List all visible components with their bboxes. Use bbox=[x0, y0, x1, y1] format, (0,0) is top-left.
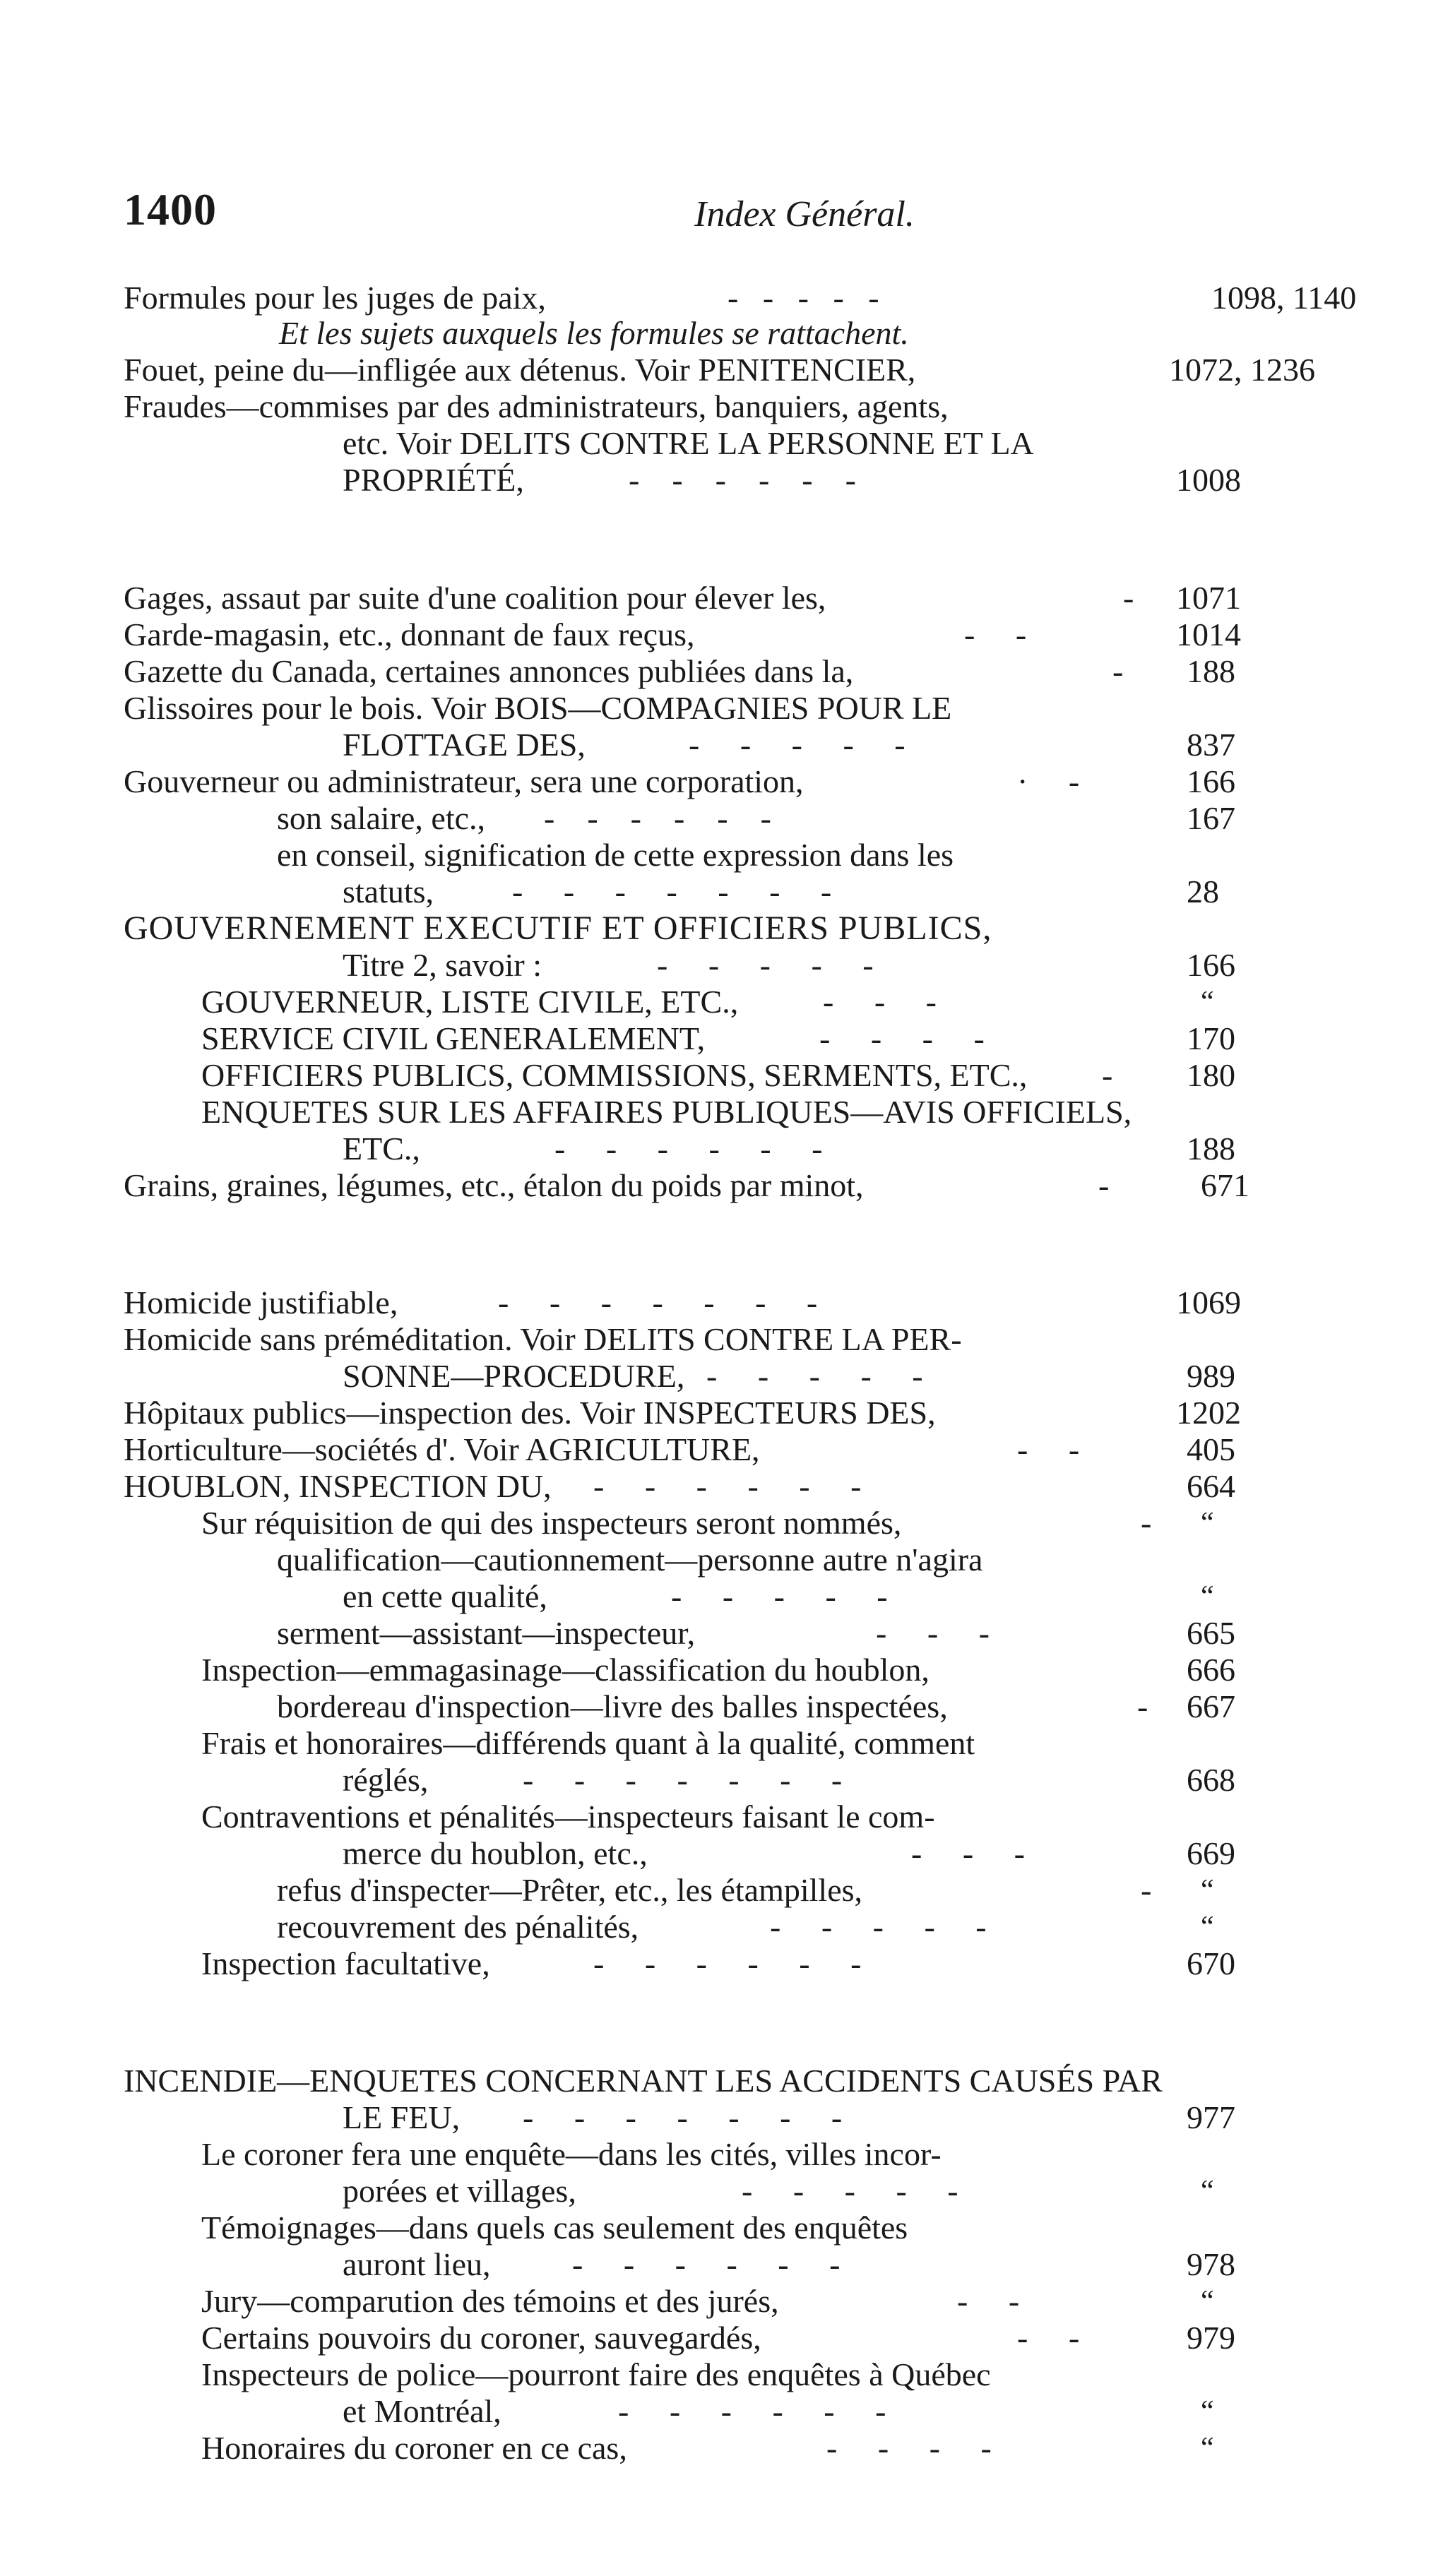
index-entry-text: recouvrement des pénalités, bbox=[277, 1909, 639, 1945]
index-entry-text: Inspection facultative, bbox=[201, 1945, 490, 1981]
index-entry-text: Et les sujets auxquels les formules se rattachent. bbox=[279, 315, 909, 351]
index-page-ref: 28 bbox=[1187, 873, 1219, 910]
index-page-ref: 837 bbox=[1187, 727, 1235, 763]
index-entry-text: Fouet, peine du—infligée aux détenus. Voir PENITENCIER, bbox=[124, 352, 916, 388]
index-entry bbox=[277, 1614, 695, 1652]
index-entry-text: Grains, graines, légumes, etc., étalon du poids par minot, bbox=[124, 1167, 864, 1203]
index-entry-text: en cette qualité, bbox=[343, 1578, 547, 1614]
index-page-ref: 1098, 1140 bbox=[1211, 280, 1357, 316]
index-page-ref: 166 bbox=[1187, 947, 1235, 983]
index-entry-text: OFFICIERS PUBLICS, COMMISSIONS, SERMENTS, ETC., bbox=[201, 1057, 1028, 1093]
index-entry bbox=[201, 2282, 779, 2320]
index-entry-text: refus d'inspecter—Prêter, etc., les étampilles, bbox=[277, 1872, 863, 1908]
index-entry-text: PROPRIÉTÉ, bbox=[343, 462, 524, 498]
index-entry bbox=[277, 836, 954, 874]
index-page-ref: 989 bbox=[1187, 1358, 1235, 1394]
index-page-ref: 669 bbox=[1187, 1835, 1235, 1871]
index-leader-dashes: - - bbox=[1017, 1431, 1080, 1467]
index-page-ref: 180 bbox=[1187, 1057, 1235, 1093]
index-leader-dashes: - bbox=[1137, 1688, 1148, 1724]
index-entry-text: Glissoires pour le bois. Voir BOIS—COMPAGNIES POUR LE bbox=[124, 690, 952, 726]
index-page-ref: 167 bbox=[1187, 800, 1235, 836]
index-entry-text: Horticulture—sociétés d'. Voir AGRICULTURE, bbox=[124, 1431, 760, 1467]
index-entry bbox=[343, 1761, 428, 1799]
index-entry-text: en conseil, signification de cette expression dans les bbox=[277, 837, 954, 873]
index-entry-text: Homicide justifiable, bbox=[124, 1284, 398, 1320]
index-leader-dashes: - - - bbox=[823, 984, 937, 1020]
index-entry bbox=[343, 1835, 648, 1873]
index-page-ref: 1069 bbox=[1176, 1284, 1241, 1320]
page-header bbox=[124, 184, 1324, 240]
index-entry-text: SERVICE CIVIL GENERALEMENT, bbox=[201, 1020, 706, 1056]
index-page-ref: 1071 bbox=[1176, 580, 1241, 616]
index-leader-dashes: - - - - - bbox=[706, 1358, 923, 1394]
index-page-ref: 166 bbox=[1187, 763, 1235, 799]
index-leader-dashes: - bbox=[1141, 1505, 1152, 1541]
index-entry-text: etc. Voir DELITS CONTRE LA PERSONNE ET LA bbox=[343, 425, 1034, 461]
index-page-ref: “ bbox=[1201, 2285, 1214, 2318]
index-page-ref: “ bbox=[1201, 1507, 1214, 1539]
index-entry bbox=[201, 1724, 975, 1763]
index-entry bbox=[343, 726, 586, 764]
index-entry bbox=[343, 946, 542, 984]
index-page-ref: 188 bbox=[1187, 1131, 1235, 1167]
index-entry bbox=[277, 1688, 948, 1726]
index-entry bbox=[201, 1651, 930, 1689]
page-heading: Index Général. bbox=[694, 194, 915, 234]
index-entry bbox=[201, 1945, 490, 1983]
index-page-ref: 170 bbox=[1187, 1020, 1235, 1056]
index-entry-text: Gouverneur ou administrateur, sera une corporation, bbox=[124, 763, 804, 799]
index-leader-dashes: - - - - - bbox=[671, 1578, 888, 1614]
index-entry bbox=[201, 2356, 991, 2394]
index-entry bbox=[343, 2099, 460, 2137]
index-entry-text: Titre 2, savoir : bbox=[343, 947, 542, 983]
index-entry bbox=[201, 1798, 935, 1836]
index-leader-dashes: - - - - - - - bbox=[523, 1762, 843, 1798]
index-entry bbox=[124, 616, 695, 654]
index-entry bbox=[124, 763, 804, 801]
index-leader-dashes: - bbox=[1141, 1872, 1152, 1908]
index-entry-text: Garde-magasin, etc., donnant de faux reçus, bbox=[124, 616, 695, 652]
index-entry bbox=[124, 689, 951, 727]
index-entry-text: GOUVERNEUR, LISTE CIVILE, ETC., bbox=[201, 984, 739, 1020]
index-page-ref: “ bbox=[1201, 2432, 1214, 2464]
index-entry-text: HOUBLON, INSPECTION DU, bbox=[124, 1468, 552, 1504]
index-entry-text: porées et villages, bbox=[343, 2173, 576, 2209]
index-entry bbox=[124, 652, 853, 691]
index-leader-dashes: - - bbox=[957, 2283, 1020, 2319]
index-page-ref: 665 bbox=[1187, 1615, 1235, 1651]
index-entry-text: Gages, assaut par suite d'une coalition pour élever les, bbox=[124, 580, 826, 616]
index-entry bbox=[343, 1130, 420, 1168]
index-page-ref: 667 bbox=[1187, 1688, 1235, 1724]
index-entry bbox=[201, 1504, 901, 1542]
index-leader-dashes: - - - - - - bbox=[554, 1131, 823, 1167]
index-leader-dashes: - - - - - - bbox=[544, 800, 771, 836]
index-page-ref: 188 bbox=[1187, 653, 1235, 689]
index-leader-dashes: - - - - - - - bbox=[512, 873, 832, 910]
index-page-ref: 671 bbox=[1201, 1167, 1249, 1203]
index-leader-dashes: - - - - bbox=[819, 1020, 985, 1056]
index-entry bbox=[343, 2392, 501, 2431]
index-entry bbox=[343, 2172, 576, 2210]
index-entry-text: ETC., bbox=[343, 1131, 420, 1167]
index-entry bbox=[201, 1093, 1132, 1131]
index-entry bbox=[124, 910, 992, 948]
index-entry bbox=[201, 1020, 705, 1058]
index-entry bbox=[343, 424, 1034, 463]
index-page-ref: “ bbox=[1201, 1874, 1214, 1907]
index-page-ref: 670 bbox=[1187, 1945, 1235, 1981]
index-entry bbox=[124, 351, 915, 389]
index-leader-dashes: - - - - - - - bbox=[498, 1284, 818, 1320]
index-entry-text: Gazette du Canada, certaines annonces publiées dans la, bbox=[124, 653, 854, 689]
index-entry bbox=[124, 1284, 398, 1322]
index-leader-dashes: - bbox=[1098, 1167, 1110, 1203]
index-page-ref: 1072, 1236 bbox=[1169, 352, 1315, 388]
index-entry bbox=[124, 388, 949, 426]
index-entry-text: Frais et honoraires—différends quant à la qualité, comment bbox=[201, 1725, 975, 1761]
index-leader-dashes: - - - - - - bbox=[629, 462, 856, 498]
index-leader-dashes: - bbox=[1102, 1057, 1113, 1093]
index-page-ref: “ bbox=[1201, 1580, 1214, 1613]
index-page-ref: 979 bbox=[1187, 2320, 1235, 2356]
index-entry bbox=[201, 983, 738, 1021]
index-page-ref: “ bbox=[1201, 2175, 1214, 2207]
index-leader-dashes: - - - - bbox=[826, 2430, 992, 2466]
index-leader-dashes: - - - bbox=[876, 1615, 990, 1651]
index-entry bbox=[124, 1394, 936, 1432]
index-entry bbox=[343, 873, 434, 911]
index-page-ref: “ bbox=[1201, 1911, 1214, 1943]
index-page-ref: 1008 bbox=[1176, 462, 1241, 498]
index-entry bbox=[277, 1871, 862, 1909]
index-entry bbox=[279, 314, 909, 352]
index-leader-dashes: - - - - - bbox=[689, 727, 905, 763]
index-entry-text: Le coroner fera une enquête—dans les cités, villes incor- bbox=[201, 2136, 942, 2172]
index-leader-dashes: - - - - - bbox=[657, 947, 874, 983]
index-entry-text: Inspection—emmagasinage—classification du houblon, bbox=[201, 1652, 930, 1688]
index-entry bbox=[277, 1908, 639, 1946]
index-entry bbox=[277, 799, 485, 837]
index-page-ref: 666 bbox=[1187, 1652, 1235, 1688]
index-entry-text: réglés, bbox=[343, 1762, 429, 1798]
index-page-ref: 1014 bbox=[1176, 616, 1241, 652]
index-entry-text: LE FEU, bbox=[343, 2099, 461, 2135]
index-leader-dashes: - bbox=[1112, 653, 1124, 689]
index-page-ref: 1202 bbox=[1176, 1395, 1241, 1431]
index-entry-text: qualification—cautionnement—personne autre n'agira bbox=[277, 1542, 983, 1578]
index-entry-text: Inspecteurs de police—pourront faire des enquêtes à Québec bbox=[201, 2356, 991, 2392]
index-leader-dashes: - - - - - - bbox=[593, 1945, 862, 1981]
index-leader-dashes: · - bbox=[1017, 763, 1080, 799]
index-entry-text: auront lieu, bbox=[343, 2246, 491, 2282]
index-entry-text: Honoraires du coroner en ce cas, bbox=[201, 2430, 627, 2466]
index-entry-text: Hôpitaux publics—inspection des. Voir INSPECTEURS DES, bbox=[124, 1395, 936, 1431]
index-entry bbox=[124, 1167, 864, 1205]
index-entry bbox=[124, 279, 546, 317]
index-entry bbox=[201, 2319, 761, 2357]
index-entry-text: Témoignages—dans quels cas seulement des enquêtes bbox=[201, 2210, 908, 2246]
index-page-ref: 664 bbox=[1187, 1468, 1235, 1504]
index-leader-dashes: - - - - - - bbox=[618, 2393, 886, 2429]
index-entry-text: statuts, bbox=[343, 873, 434, 910]
index-entry-text: SONNE—PROCEDURE, bbox=[343, 1358, 685, 1394]
index-page-ref: “ bbox=[1201, 986, 1214, 1018]
index-entry-text: GOUVERNEMENT EXECUTIF ET OFFICIERS PUBLICS, bbox=[124, 910, 992, 947]
index-entry bbox=[201, 1056, 1027, 1095]
index-entry bbox=[277, 1541, 982, 1579]
index-leader-dashes: - - bbox=[964, 616, 1027, 652]
index-entry-text: Formules pour les juges de paix, bbox=[124, 280, 546, 316]
index-entry-text: Sur réquisition de qui des inspecteurs seront nommés, bbox=[201, 1505, 902, 1541]
index-page-ref: “ bbox=[1201, 2395, 1214, 2428]
index-leader-dashes: - - - - - bbox=[728, 280, 879, 316]
index-leader-dashes: - - - - - bbox=[770, 1909, 987, 1945]
index-entry-text: son salaire, etc., bbox=[277, 800, 486, 836]
index-entry bbox=[124, 579, 826, 617]
index-leader-dashes: - - - - - - - bbox=[523, 2099, 843, 2135]
index-entry bbox=[201, 2135, 942, 2174]
index-entry bbox=[124, 1320, 962, 1359]
index-entry-text: Jury—comparution des témoins et des jurés, bbox=[201, 2283, 779, 2319]
index-entry-text: Fraudes—commises par des administrateurs, banquiers, agents, bbox=[124, 388, 949, 424]
index-entry-text: Homicide sans préméditation. Voir DELITS CONTRE LA PER- bbox=[124, 1321, 962, 1357]
index-leader-dashes: - bbox=[1123, 580, 1134, 616]
index-entry-text: merce du houblon, etc., bbox=[343, 1835, 648, 1871]
index-entry-text: serment—assistant—inspecteur, bbox=[277, 1615, 696, 1651]
index-entry bbox=[343, 1578, 547, 1616]
index-entry bbox=[201, 2429, 627, 2467]
index-leader-dashes: - - - - - - bbox=[593, 1468, 862, 1504]
index-leader-dashes: - - - - - bbox=[742, 2173, 958, 2209]
index-entry-text: FLOTTAGE DES, bbox=[343, 727, 586, 763]
index-entry-text: Contraventions et pénalités—inspecteurs faisant le com- bbox=[201, 1799, 935, 1835]
index-entry bbox=[124, 1431, 760, 1469]
index-entry bbox=[343, 2246, 491, 2284]
index-page-ref: 405 bbox=[1187, 1431, 1235, 1467]
index-entry bbox=[343, 1357, 684, 1395]
index-entry-text: bordereau d'inspection—livre des balles inspectées, bbox=[277, 1688, 948, 1724]
index-page-ref: 668 bbox=[1187, 1762, 1235, 1798]
page-number: 1400 bbox=[124, 184, 217, 234]
index-entry bbox=[343, 461, 524, 499]
index-leader-dashes: - - - - - - bbox=[572, 2246, 841, 2282]
index-entry bbox=[124, 2062, 1163, 2100]
index-leader-dashes: - - bbox=[1017, 2320, 1080, 2356]
index-entry-text: Certains pouvoirs du coroner, sauvegardés, bbox=[201, 2320, 761, 2356]
index-leader-dashes: - - - bbox=[911, 1835, 1025, 1871]
index-page-ref: 978 bbox=[1187, 2246, 1235, 2282]
index-entry bbox=[124, 1467, 552, 1505]
index-entry-text: ENQUETES SUR LES AFFAIRES PUBLIQUES—AVIS OFFICIELS, bbox=[201, 1094, 1132, 1130]
index-entry-text: et Montréal, bbox=[343, 2393, 501, 2429]
index-entry bbox=[201, 2209, 908, 2247]
index-entry-text: INCENDIE—ENQUETES CONCERNANT LES ACCIDENTS CAUSÉS PAR bbox=[124, 2063, 1163, 2099]
index-page-ref: 977 bbox=[1187, 2099, 1235, 2135]
